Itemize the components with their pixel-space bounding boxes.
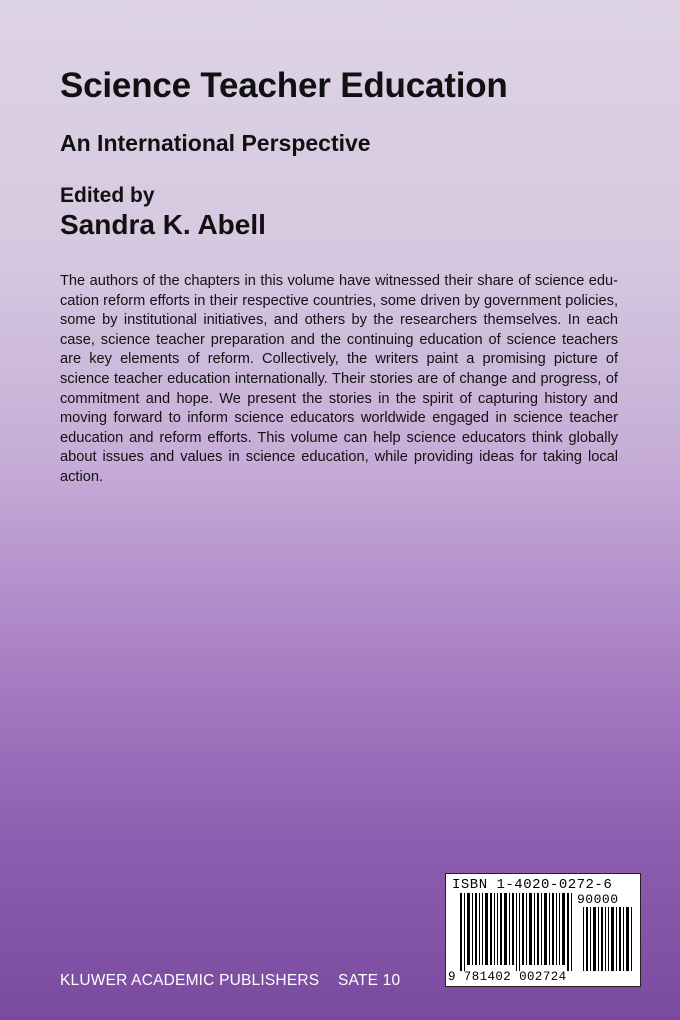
book-subtitle: An International Perspective	[60, 130, 371, 156]
isbn-barcode	[445, 873, 641, 987]
ean-digits: 9 781402 002724	[448, 970, 567, 984]
book-title: Science Teacher Education	[60, 66, 508, 105]
edited-by-label: Edited by	[60, 184, 155, 207]
series-label: SATE 10	[338, 972, 401, 989]
isbn-number: ISBN 1-4020-0272-6	[452, 877, 613, 893]
back-cover-blurb: The authors of the chapters in this volume have witnessed their share of science education reform efforts in their respective countries, some driven by government policies, some by institutional initiatives, and others by the researchers themselves. In each case, science teacher preparation and the continuing education of science teachers are key elements of reform. Collectively, the writers paint a promising picture of science teacher education internationally. Their stories are of change and progress, of commitment and hope. We present the stories in the spirit of capturing history and moving forward to inform science educators worldwide engaged in science teacher education and reform efforts. This volume can help science educators think globally about issues and values in science education, while providing ideas for taking local action.	[60, 273, 618, 485]
barcode-icon	[452, 893, 636, 971]
price-addon-digits: 90000	[577, 892, 619, 907]
editor-name: Sandra K. Abell	[60, 209, 266, 240]
publisher-name: KLUWER ACADEMIC PUBLISHERS	[60, 972, 320, 989]
